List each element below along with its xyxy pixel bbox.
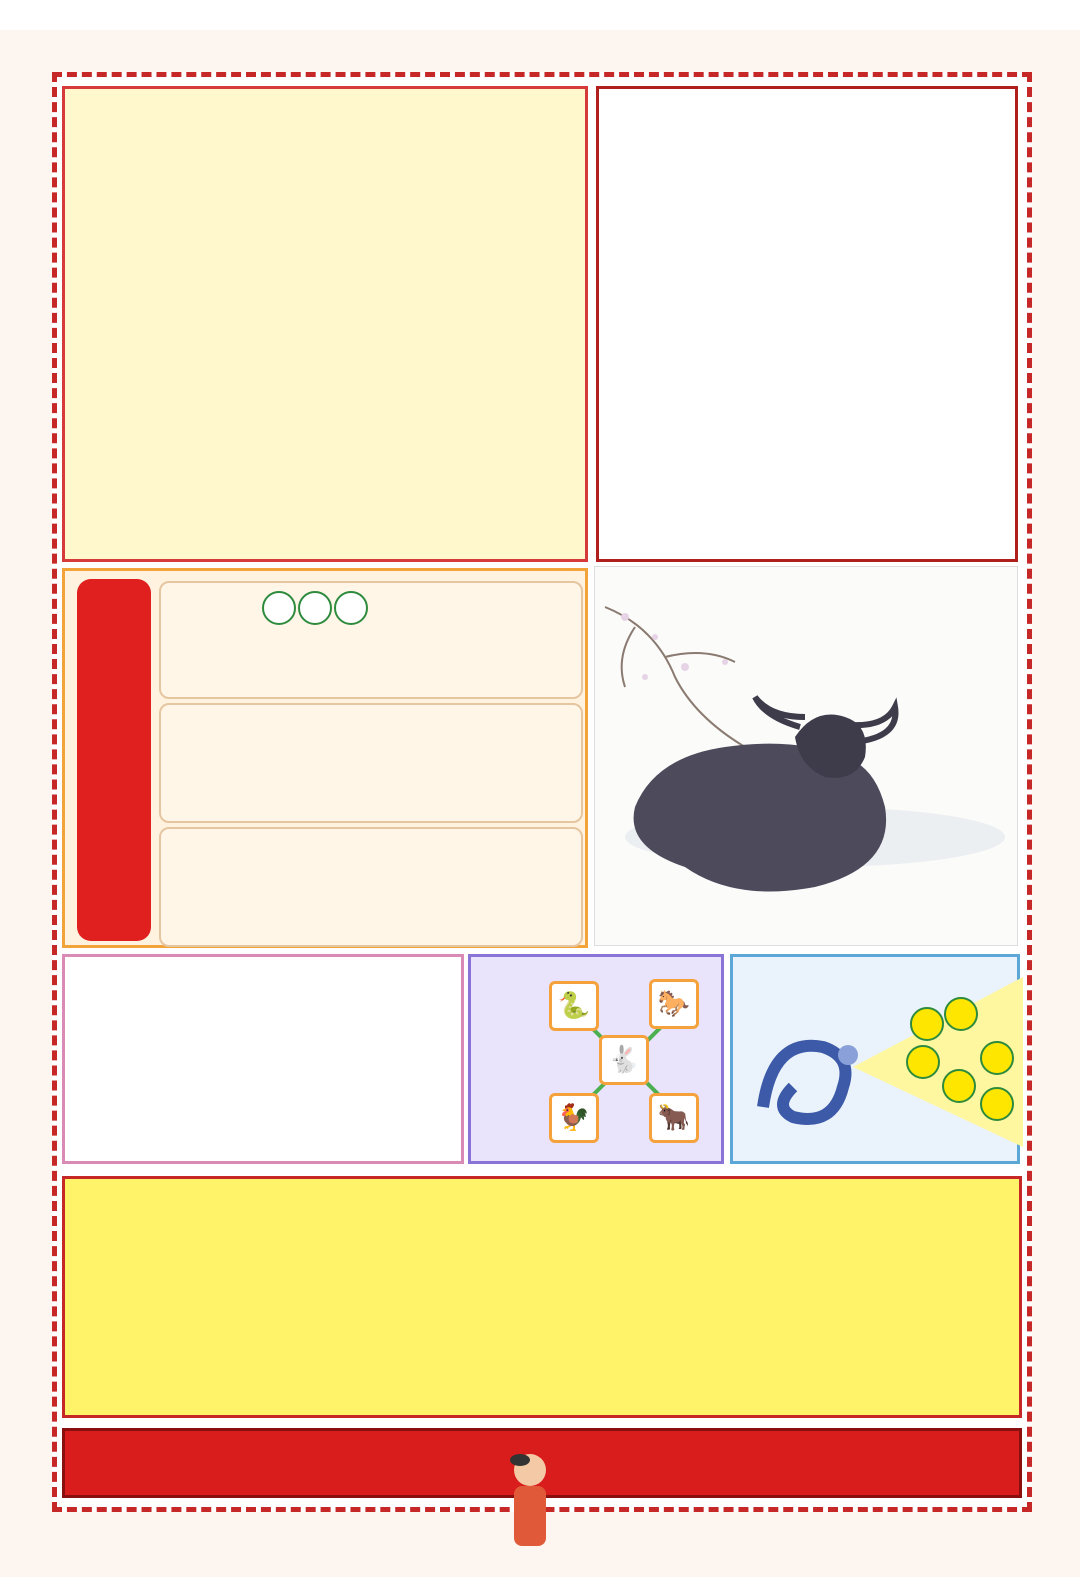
wave-item-1 <box>159 581 583 699</box>
number-ball <box>262 591 296 625</box>
ox-icon: 🐂 <box>649 1093 699 1143</box>
page-header <box>0 0 1080 30</box>
dragon-ball <box>909 1007 945 1045</box>
ox-icon <box>595 567 1019 947</box>
child-figure-icon <box>500 1448 560 1558</box>
top-border-strip <box>0 30 1080 64</box>
number-ball <box>334 591 368 625</box>
zodiac-bagua-panel <box>596 86 1018 562</box>
wave-side-title <box>77 579 151 941</box>
door-panel <box>62 1176 1022 1418</box>
snake-icon: 🐍 <box>549 981 599 1031</box>
bagua-diagram <box>639 157 979 497</box>
dragon-ball <box>943 997 979 1035</box>
door-columns <box>69 1239 1017 1411</box>
dragon-ball <box>941 1069 977 1107</box>
zodiac-transparent-panel <box>468 954 724 1164</box>
horse-icon: 🐎 <box>649 979 699 1029</box>
rabbit-icon: 🐇 <box>599 1035 649 1085</box>
dragon-ball <box>905 1045 941 1083</box>
wave-item-2 <box>159 703 583 823</box>
rooster-icon: 🐓 <box>549 1093 599 1143</box>
dragon-pearl-panel <box>730 954 1020 1164</box>
dragon-ball <box>979 1041 1015 1079</box>
number-ball <box>298 591 332 625</box>
wave-item-1-head <box>261 591 373 625</box>
wave-item-3 <box>159 827 583 947</box>
ox-painting-panel <box>594 566 1018 946</box>
special-code-poem-panel <box>62 86 588 562</box>
right-border-strip <box>1040 66 1074 1528</box>
dragon-ball <box>979 1087 1015 1125</box>
zodiac-poem-panel <box>62 954 464 1164</box>
left-border-strip <box>8 66 42 1528</box>
child-wave-panel <box>62 568 588 948</box>
